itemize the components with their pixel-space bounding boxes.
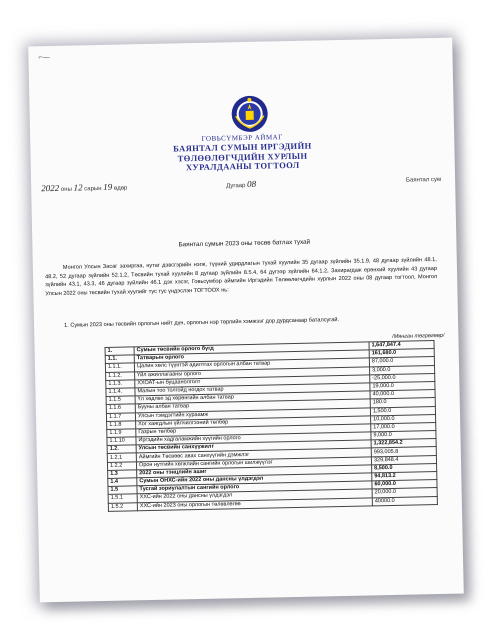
date-month-suffix: сарын	[84, 185, 102, 193]
row-value: 60,000.0	[372, 480, 437, 490]
row-name: Улсын тэмдэгтийн хураамж	[135, 407, 370, 420]
row-value: 993,005.8	[371, 447, 436, 457]
document-page	[28, 38, 464, 603]
row-value: 40,000.0	[370, 390, 435, 400]
unit-note: /Мянган төгрөгөөр/	[392, 332, 445, 340]
row-name: Орон нутгийн хөгжлийн сангийн орлогын шилжүүлэг	[136, 457, 371, 470]
row-value: 20,000.0	[372, 488, 437, 498]
row-value: 180.0	[370, 398, 435, 408]
row-number: 1.1.10	[107, 437, 136, 446]
row-number: 1.1.1.	[105, 363, 134, 372]
preamble	[45, 256, 438, 299]
row-number: 1.1.2.	[106, 371, 135, 380]
council-line-2: ТӨЛӨӨЛӨГЧДИЙН ХУРЛЫН	[177, 150, 308, 164]
row-name: ХХС-ийн 2023 оны орлогын төлөвлөгөө	[137, 497, 372, 510]
row-name: Хог хаягдлын үйлчилгээний төлбөр	[136, 416, 371, 429]
preamble-text: Монгол Улсын Засаг захиргаа, нутаг дэвсгэрийн нэгж, түүний удирдлагын тухай хуулийн 35 дугаар зүйлийн 35.1.9, 48 дугаар зүйлийн 48.1, 48.2, 52 дугаар зүйлийн 52.1.2, Төсвийн тухай хуулийн 8 дугаар зүйлийн 8.5.4, 64 дүгээр зүйлийн 64.1.2, Захирагдаж ерөнхий хуулийн 43 дугаар зүйлийн 43.1, 43.3, 46 дугаар зүйлийн 46.1 дэх хэсэг, Говьсүмбэр аймгийн Иргэдийн Төлөөлөгчдийн хурлын 2022 оны 08 дугаар тогтоол, Монгол Улсын 2022 оны төсвийн тухай хуулийг тус тус үндэслэн ТОГТООХ нь:	[44, 256, 438, 297]
row-name: Иргэдийн хадгаламжийн хүүгийн орлого	[136, 432, 371, 445]
row-value: 17,000.0	[371, 422, 436, 432]
row-name: 2022 оны тэнцлийн ашиг	[137, 465, 372, 478]
row-number: 1.1.8	[107, 421, 136, 430]
date-year-suffix: оны	[60, 186, 72, 193]
corner-mark: ⌐—	[38, 54, 50, 62]
row-number: 1.1.9	[107, 429, 136, 438]
row-name: Малын тоо толгойд ногдох татвар	[135, 383, 370, 396]
council-line-1: БАЯНТАЛ СУМЫН ИРГЭДИЙН	[173, 140, 312, 154]
row-name: Цалин хөлс түүнтэй адилтгах орлогын албан татвар	[134, 358, 369, 371]
row-number: 1.5.1	[108, 494, 137, 503]
row-value: 1,647,847.4	[369, 341, 434, 351]
row-number: 1.2.1	[107, 453, 136, 462]
date-line	[41, 175, 445, 193]
row-name: Улсын төсвийн санхүүжилт	[136, 440, 371, 453]
row-number: 1.3	[108, 470, 137, 479]
row-number: 1.1.3.	[106, 380, 135, 389]
row-number: 1.4	[108, 478, 137, 487]
row-value: 8,500.0	[372, 463, 437, 473]
date-day-suffix: өдөр	[113, 185, 128, 192]
item-1-text: 1. Сумын 2023 оны төсвийн орлогын нийт дүн, орлогын нэр төрлийн хэмжээг дор дурдсанаар баталсугай.	[64, 317, 340, 329]
row-name: Тусгай зориулалтын сангийн орлого	[137, 481, 372, 494]
state-emblem-icon	[229, 93, 270, 134]
place-name: Баянтал сум	[405, 176, 442, 184]
row-value: -25,000.0	[370, 373, 435, 383]
row-value: 161,680.0	[369, 349, 434, 359]
date-year: 2022	[41, 182, 60, 194]
resolution-number: 08	[246, 178, 257, 189]
row-value: 3,000.0	[370, 365, 435, 375]
row-name: Газрын төлбөр	[136, 424, 371, 437]
row-name: Сумын төсвийн орлого бүгд	[134, 342, 369, 355]
row-value: 87,000.0	[369, 357, 434, 367]
row-number: 1.2.2	[107, 461, 136, 470]
row-name: Үл хөдлөх эд хөрөнгийн албан татвар	[135, 391, 370, 404]
row-name: Сумын ОНХС-ийн 2022 оны дансны үлдэгдэл	[137, 473, 372, 486]
date-month: 12	[73, 182, 83, 193]
row-number: 1.2.	[107, 445, 136, 454]
row-name: Үйл ажиллагааны орлого	[135, 366, 370, 379]
row-name: Аймгийн Төсвөөс авах санхүүгийн дэмжлэг	[136, 448, 371, 461]
row-value: 9,000.0	[371, 431, 436, 441]
row-value: 19,000.0	[370, 381, 435, 391]
row-value: 94,813.2	[372, 472, 437, 482]
row-name: Бууны албан татвар	[135, 399, 370, 412]
row-number: 1.1.6	[106, 404, 135, 413]
resolution-item-1	[46, 314, 438, 331]
row-number: 1.	[105, 347, 134, 356]
row-value: 1,322,854.2	[371, 439, 436, 449]
document-title: Баянтал сумын 2023 оны төсөв батлах тухай	[178, 238, 311, 249]
row-value: 40000.0	[372, 496, 437, 506]
row-value: 329,848.4	[371, 455, 436, 465]
row-number: 1.1.	[105, 355, 134, 364]
budget-table	[105, 340, 438, 512]
row-name: ХХС-ийн 2022 оны дансны үлдэгдэл	[137, 489, 372, 502]
row-number: 1.1.5	[106, 396, 135, 405]
number-label: Дугаар	[226, 182, 246, 190]
row-name: ХХОАТ-ын буцаанолголт	[135, 375, 370, 388]
row-number: 1.5	[108, 486, 137, 495]
row-name: Татварын орлого	[134, 350, 369, 363]
row-value: 10,000.0	[371, 414, 436, 424]
row-number: 1.5.2	[108, 502, 137, 511]
row-number: 1.1.4.	[106, 388, 135, 397]
council-line-3: ХУРАЛДААНЫ ТОГТООЛ	[185, 159, 300, 173]
row-value: 1,500.0	[370, 406, 435, 416]
aimag-name: ГОВЬСҮМБЭР АЙМАГ	[201, 133, 283, 143]
date-day: 19	[103, 181, 113, 192]
row-number: 1.1.7	[106, 412, 135, 421]
